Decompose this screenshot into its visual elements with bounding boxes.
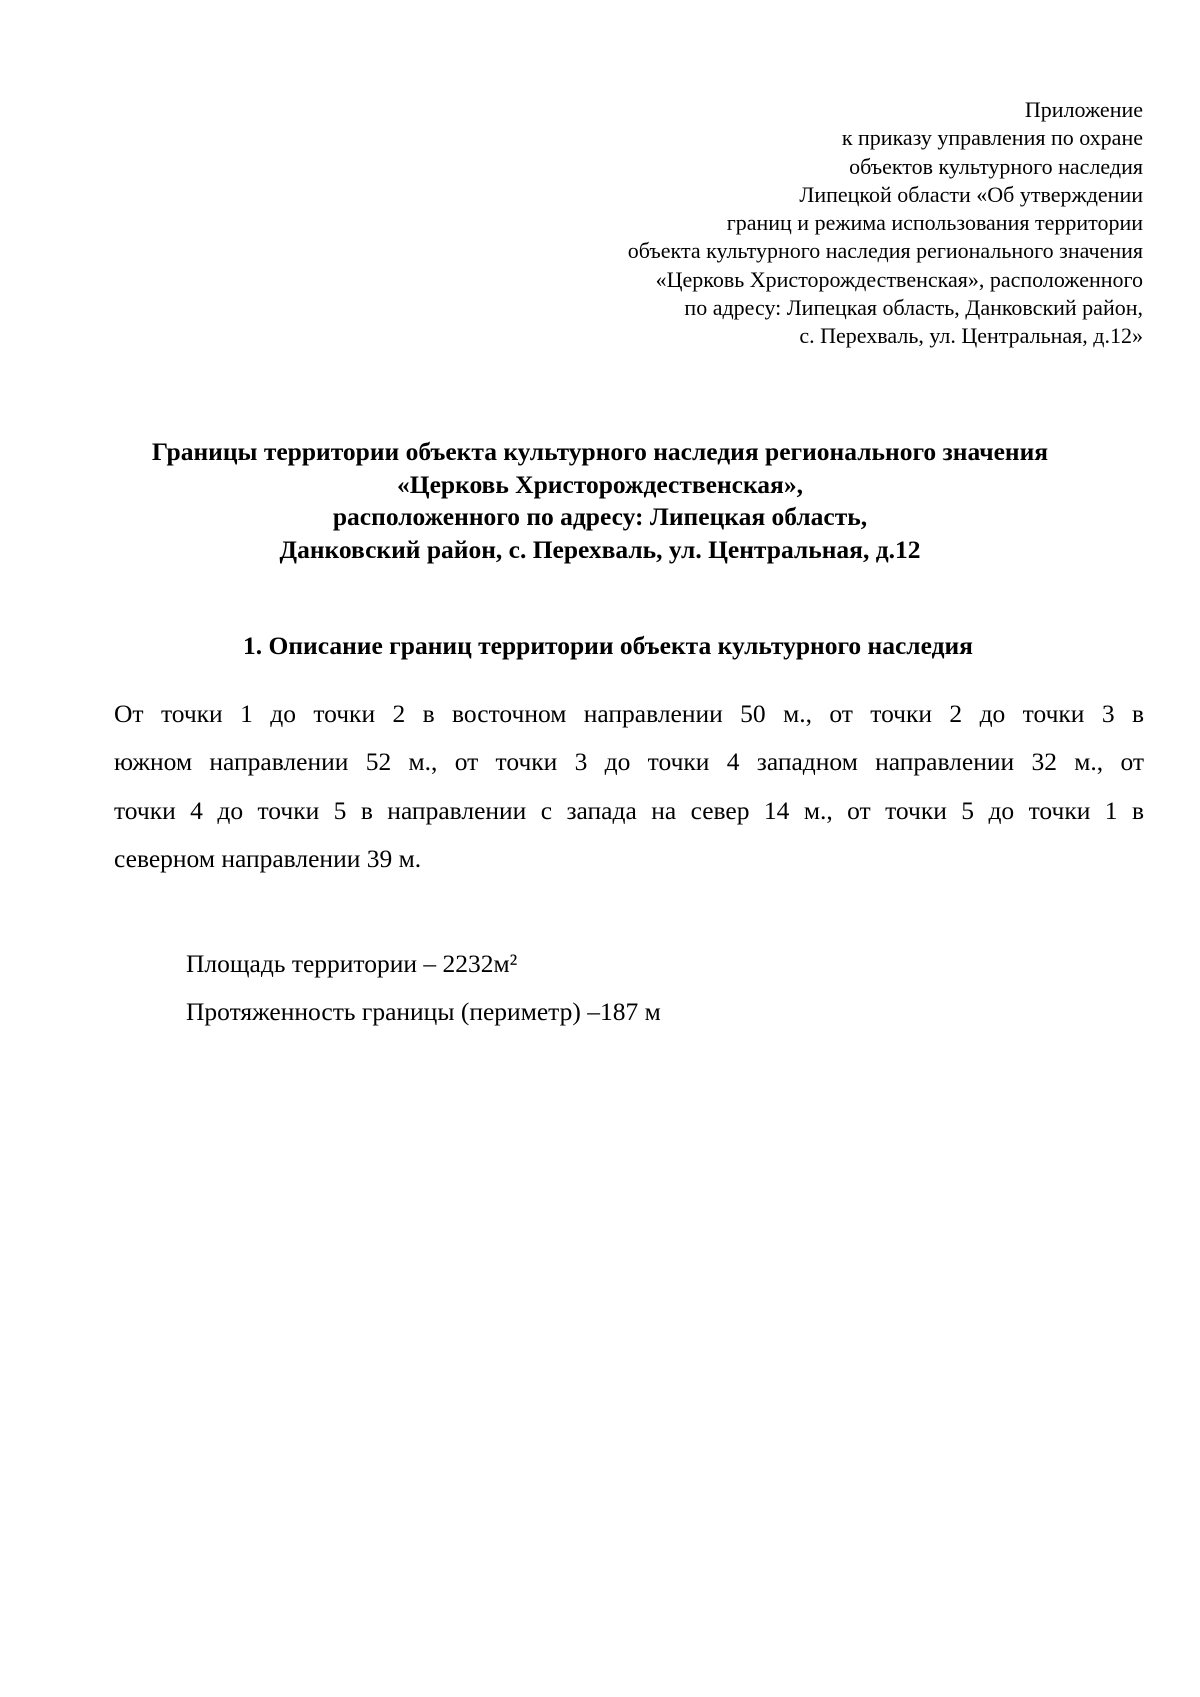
appendix-line: объектов культурного наследия xyxy=(849,153,1143,179)
appendix-line: по адресу: Липецкая область, Данковский район, xyxy=(684,295,1143,321)
paragraph-line: точки 4 до точки 5 в направлении с запада на север 14 м., от точки 5 до точки 1 в xyxy=(114,795,1144,825)
appendix-line: объекта культурного наследия регионального значения xyxy=(627,238,1143,264)
title-line: «Церковь Христорождественская», xyxy=(397,469,803,499)
paragraph-line: северном направлении 39 м. xyxy=(114,844,422,874)
appendix-line: Липецкой области «Об утверждении xyxy=(799,181,1143,207)
document-title xyxy=(100,436,1100,566)
area-value: Площадь территории – 2232м² xyxy=(186,949,518,978)
title-line: Данковский район, с. Перехваль, ул. Центральная, д.12 xyxy=(279,534,921,564)
appendix-line: Приложение xyxy=(1024,97,1143,122)
appendix-header xyxy=(443,96,1143,351)
appendix-line: «Церковь Христорождественская», расположенного xyxy=(655,266,1143,292)
territory-summary xyxy=(186,940,661,1036)
paragraph-line: От точки 1 до точки 2 в восточном направлении 50 м., от точки 2 до точки 3 в xyxy=(114,699,1144,728)
appendix-line: границ и режима использования территории xyxy=(726,210,1143,236)
appendix-line: к приказу управления по охране xyxy=(841,125,1143,151)
title-line: Границы территории объекта культурного наследия регионального значения xyxy=(151,437,1049,466)
appendix-line: с. Перехваль, ул. Центральная, д.12» xyxy=(799,323,1143,349)
section-heading: 1. Описание границ территории объекта культурного наследия xyxy=(243,631,973,660)
perimeter-value: Протяженность границы (периметр) –187 м xyxy=(186,997,661,1026)
title-line: расположенного по адресу: Липецкая область, xyxy=(332,502,868,531)
boundary-description xyxy=(114,690,1144,884)
paragraph-line: южном направлении 52 м., от точки 3 до точки 4 западном направлении 32 м., от xyxy=(114,747,1144,777)
